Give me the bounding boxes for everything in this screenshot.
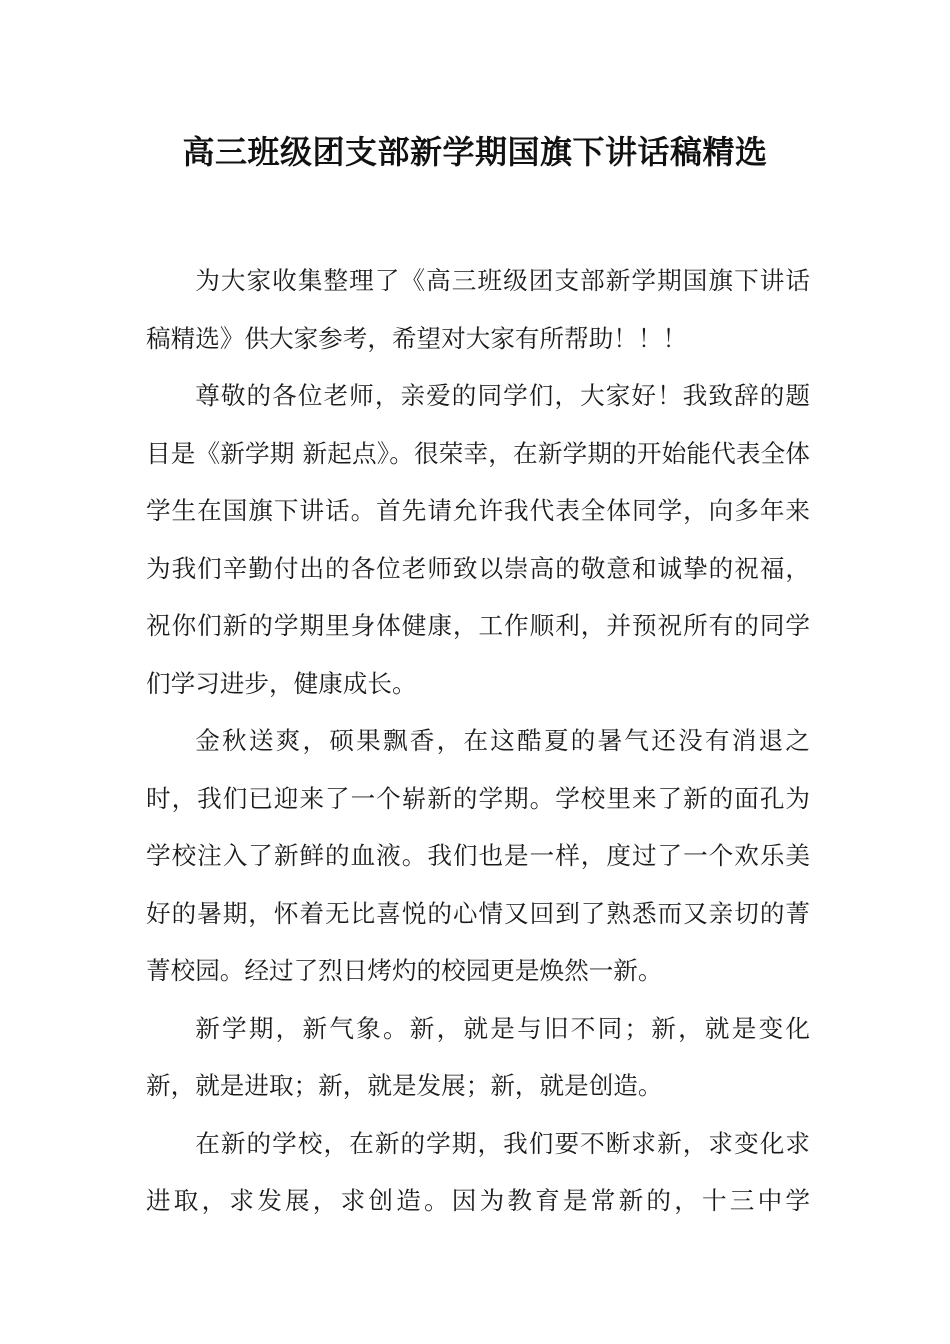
paragraph-intro: 为大家收集整理了《高三班级团支部新学期国旗下讲话稿精选》供大家参考，希望对大家有所帮助！！！ [146,266,810,353]
document-title: 高三班级团支部新学期国旗下讲话稿精选 [182,133,768,171]
document-body [146,252,810,1230]
paragraph-new-term: 新学期，新气象。新，就是与旧不同；新，就是变化新，就是进取；新，就是发展；新，就是创造。 [146,1013,810,1100]
paragraph-autumn: 金秋送爽，硕果飘香，在这酷夏的暑气还没有消退之时，我们已迎来了一个崭新的学期。学校里来了新的面孔为学校注入了新鲜的血液。我们也是一样，度过了一个欢乐美好的暑期，怀着无比喜悦的心情又回到了熟悉而又亲切的菁菁校园。经过了烈日烤灼的校园更是焕然一新。 [146,726,810,985]
paragraph-new-school [146,1115,810,1230]
paragraph-new-school-line1: 在新的学校，在新的学期，我们要不断求新，求变化求进取，求发展，求创造。因为教育是常新的，十三中学 [146,1128,810,1215]
paragraph-greeting: 尊敬的各位老师，亲爱的同学们，大家好！我致辞的题目是《新学期 新起点》。很荣幸，在新学期的开始能代表全体学生在国旗下讲话。首先请允许我代表全体同学，向多年来为我们辛勤付出的各位老师致以崇高的敬意和诚挚的祝福，祝你们新的学期里身体健康，工作顺利，并预祝所有的同学们学习进步，健康成长。 [146,381,810,698]
